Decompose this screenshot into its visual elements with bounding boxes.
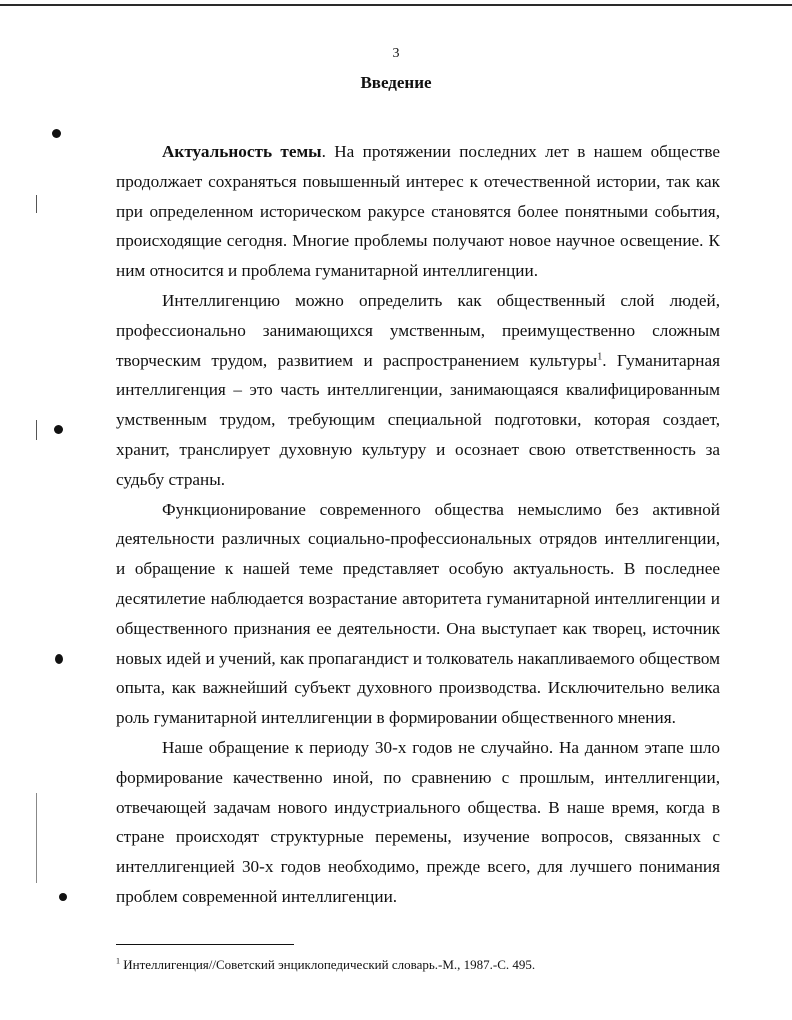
footnote-text: Интеллигенция//Советский энциклопедический словарь.-М., 1987.-С. 495.	[120, 957, 536, 972]
margin-scan-mark-2	[36, 420, 37, 440]
scan-top-edge	[0, 4, 792, 6]
page-number: 3	[392, 46, 400, 61]
binding-hole-2	[54, 425, 63, 434]
paragraph-text: Интеллигенцию можно определить как общественный слой людей, профессионально занимающихся умственным, преимущественно сложным творческим трудом, развитием и распространением культуры	[116, 290, 720, 370]
binding-hole-1	[52, 129, 61, 138]
main-text	[116, 137, 720, 912]
paragraph-4	[116, 733, 720, 912]
footnote-separator	[116, 944, 294, 945]
paragraph-text: Наше обращение к периоду 30-х годов не случайно. На данном этапе шло формирование качественно иной, по сравнению с прошлым, интеллигенции, отвечающей задачам нового индустриального общества. В наше время, когда в стране происходят структурные перемены, изучение вопросов, связанных с интеллигенцией 30-х годов необходимо, прежде всего, для лучшего понимания проблем современной интеллигенции.	[116, 737, 720, 906]
paragraph-2	[116, 286, 720, 495]
paragraph-text: . На протяжении последних лет в нашем обществе продолжает сохраняться повышенный интерес к отечественной истории, так как при определенном историческом ракурсе становятся более понятными события, происходящие сегодня. Многие проблемы получают новое научное освещение. К ним относится и проблема гуманитарной интеллигенции.	[116, 142, 720, 281]
margin-scan-mark-3	[36, 793, 37, 883]
paragraph-text: . Гуманитарная интеллигенция – это часть интеллигенции, занимающаяся квалифицированным умственным трудом, требующим специальной подготовки, которая создает, хранит, транслирует духовную культуру и осознает свою ответственность за судьбу страны.	[116, 350, 721, 489]
paragraph-3	[116, 495, 720, 733]
page-title: Введение	[360, 73, 432, 92]
footnote-reference: 1	[597, 350, 603, 362]
margin-scan-mark-1	[36, 195, 37, 213]
binding-hole-3	[55, 654, 63, 664]
footnote-marker: 1	[116, 956, 120, 966]
footnote	[116, 957, 726, 973]
paragraph-1	[116, 137, 720, 286]
binding-hole-4	[59, 893, 67, 901]
paragraph-lead: Актуальность темы	[162, 142, 322, 161]
paragraph-text: Функционирование современного общества немыслимо без активной деятельности различных социально-профессиональных отрядов интеллигенции, и обращение к нашей теме представляет особую актуальность. В последнее десятилетие наблюдается возрастание авторитета гуманитарной интеллигенции и общественного признания ее деятельности. Она выступает как творец, источник новых идей и учений, как пропагандист и толкователь накапливаемого обществом опыта, как важнейший субъект духовного производства. Исключительно велика роль гуманитарной интеллигенции в формировании общественного мнения.	[116, 499, 720, 728]
